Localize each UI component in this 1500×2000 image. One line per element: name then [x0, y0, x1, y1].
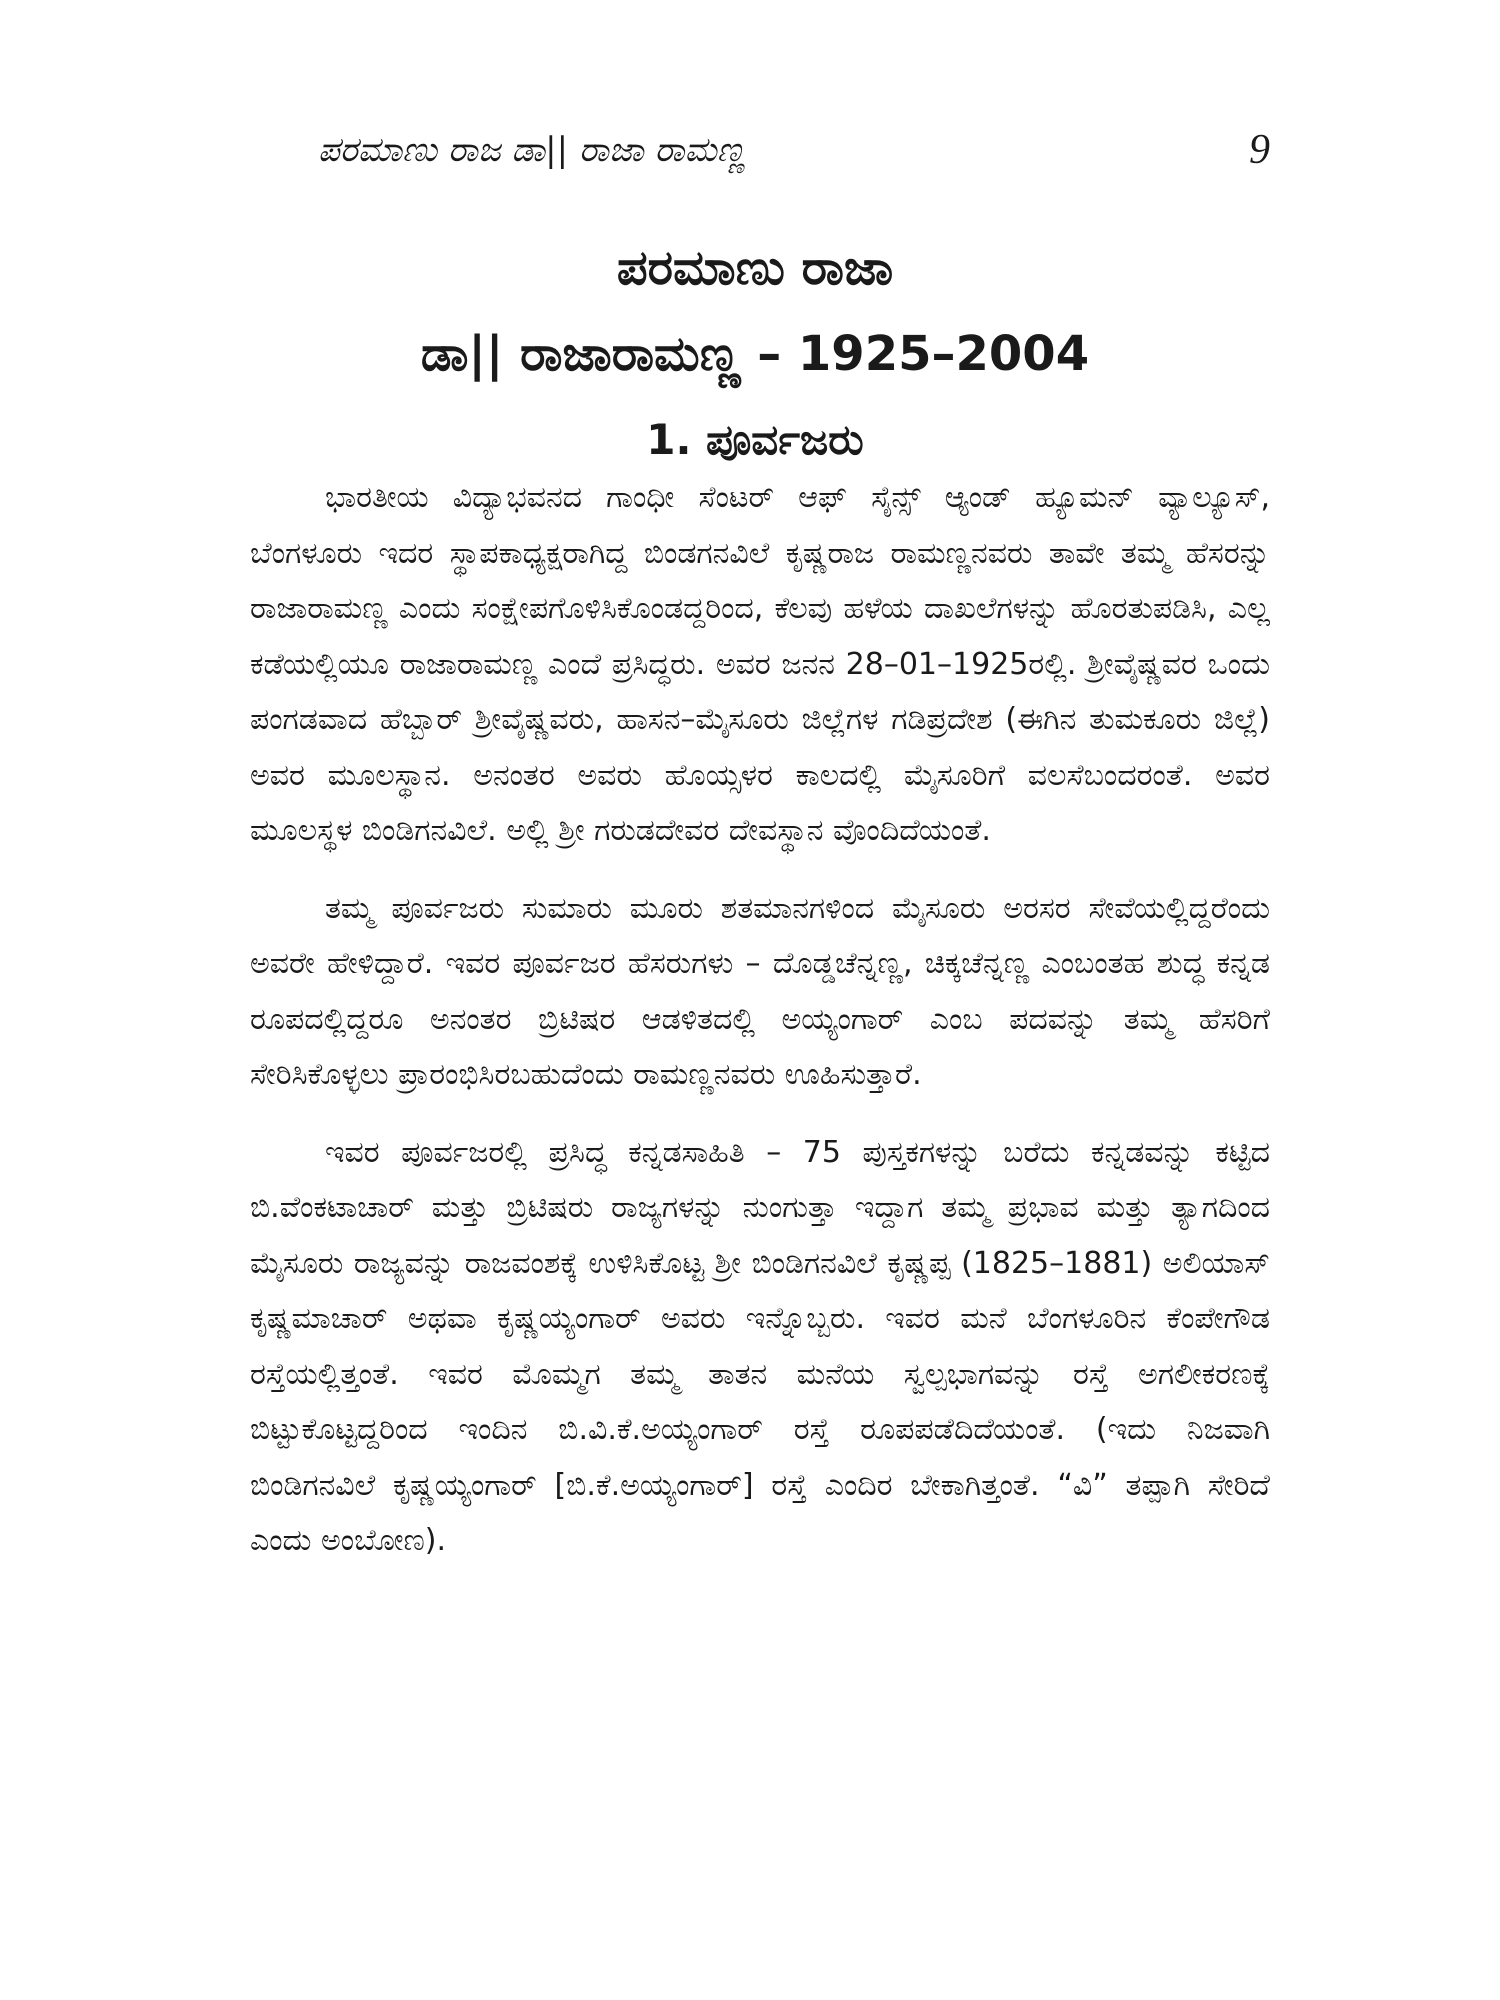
body-text: [250, 470, 1270, 1591]
book-subtitle: ಡಾ|| ರಾಜಾರಾಮಣ್ಣ – 1925–2004: [420, 326, 1090, 382]
chapter-heading: 1. ಪೂರ್ವಜರು: [646, 415, 864, 464]
paragraph-3: ಇವರ ಪೂರ್ವಜರಲ್ಲಿ ಪ್ರಸಿದ್ಧ ಕನ್ನಡಸಾಹಿತಿ – 75 ಪುಸ್ತಕಗಳನ್ನು ಬರೆದು ಕನ್ನಡವನ್ನು ಕಟ್ಟಿದ ಬಿ.ವೆಂಕಟಾಚಾರ್ ಮತ್ತು ಬ್ರಿಟಿಷರು ರಾಜ್ಯಗಳನ್ನು ನುಂಗುತ್ತಾ ಇದ್ದಾಗ ತಮ್ಮ ಪ್ರಭಾವ ಮತ್ತು ತ್ಯಾಗದಿಂದ ಮೈಸೂರು ರಾಜ್ಯವನ್ನು ರಾಜವಂಶಕ್ಕೆ ಉಳಿಸಿಕೊಟ್ಟ ಶ್ರೀ ಬಿಂಡಿಗನವಿಲೆ ಕೃಷ್ಣಪ್ಪ (1825–1881) ಅಲಿಯಾಸ್ ಕೃಷ್ಣಮಾಚಾರ್ ಅಥವಾ ಕೃಷ್ಣಯ್ಯಂಗಾರ್ ಅವರು ಇನ್ನೊಬ್ಬರು. ಇವರ ಮನೆ ಬೆಂಗಳೂರಿನ ಕೆಂಪೇಗೌಡ ರಸ್ತೆಯಲ್ಲಿತ್ತಂತೆ. ಇವರ ಮೊಮ್ಮಗ ತಮ್ಮ ತಾತನ ಮನೆಯ ಸ್ವಲ್ಪಭಾಗವನ್ನು ರಸ್ತೆ ಅಗಲೀಕರಣಕ್ಕೆ ಬಿಟ್ಟುಕೊಟ್ಟದ್ದರಿಂದ ಇಂದಿನ ಬಿ.ವಿ.ಕೆ.ಅಯ್ಯಂಗಾರ್ ರಸ್ತೆ ರೂಪಪಡೆದಿದೆಯಂತೆ. (ಇದು ನಿಜವಾಗಿ ಬಿಂಡಿಗನವಿಲೆ ಕೃಷ್ಣಯ್ಯಂಗಾರ್ [ಬಿ.ಕೆ.ಅಯ್ಯಂಗಾರ್] ರಸ್ತೆ ಎಂದಿರ ಬೇಕಾಗಿತ್ತಂತೆ. “ವಿ” ತಪ್ಪಾಗಿ ಸೇರಿದೆ ಎಂದು ಅಂಬೋಣ).: [250, 1134, 1270, 1558]
page-number: 9: [1249, 127, 1270, 173]
paragraph-2: ತಮ್ಮ ಪೂರ್ವಜರು ಸುಮಾರು ಮೂರು ಶತಮಾನಗಳಿಂದ ಮೈಸೂರು ಅರಸರ ಸೇವೆಯಲ್ಲಿದ್ದರೆಂದು ಅವರೇ ಹೇಳಿದ್ದಾರೆ. ಇವರ ಪೂರ್ವಜರ ಹೆಸರುಗಳು – ದೊಡ್ಡಚೆನ್ನಣ್ಣ, ಚಿಕ್ಕಚೆನ್ನಣ್ಣ ಎಂಬಂತಹ ಶುದ್ಧ ಕನ್ನಡ ರೂಪದಲ್ಲಿದ್ದರೂ ಅನಂತರ ಬ್ರಿಟಿಷರ ಆಡಳಿತದಲ್ಲಿ ಅಯ್ಯಂಗಾರ್ ಎಂಬ ಪದವನ್ನು ತಮ್ಮ ಹೆಸರಿಗೆ ಸೇರಿಸಿಕೊಳ್ಳಲು ಪ್ರಾರಂಭಿಸಿರಬಹುದೆಂದು ರಾಮಣ್ಣನವರು ಊಹಿಸುತ್ತಾರೆ.: [250, 890, 1270, 1092]
title-block: [240, 225, 1270, 483]
running-title: ಪರಮಾಣು ರಾಜ ಡಾ|| ರಾಜಾ ರಾಮಣ್ಣ: [318, 130, 746, 170]
book-title: ಪರಮಾಣು ರಾಜಾ: [616, 240, 894, 296]
running-header: [318, 120, 1270, 180]
paragraph-1: ಭಾರತೀಯ ವಿದ್ಯಾಭವನದ ಗಾಂಧೀ ಸೆಂಟರ್ ಆಫ್ ಸೈನ್ಸ್ ಆ್ಯಂಡ್ ಹ್ಯೂಮನ್ ವ್ಯಾಲ್ಯೂಸ್, ಬೆಂಗಳೂರು ಇದರ ಸ್ಥಾಪಕಾಧ್ಯಕ್ಷರಾಗಿದ್ದ ಬಿಂಡಗನವಿಲೆ ಕೃಷ್ಣರಾಜ ರಾಮಣ್ಣನವರು ತಾವೇ ತಮ್ಮ ಹೆಸರನ್ನು ರಾಜಾರಾಮಣ್ಣ ಎಂದು ಸಂಕ್ಷೇಪಗೊಳಿಸಿಕೊಂಡದ್ದರಿಂದ, ಕೆಲವು ಹಳೆಯ ದಾಖಲೆಗಳನ್ನು ಹೊರತುಪಡಿಸಿ, ಎಲ್ಲ ಕಡೆಯಲ್ಲಿಯೂ ರಾಜಾರಾಮಣ್ಣ ಎಂದೆ ಪ್ರಸಿದ್ಧರು. ಅವರ ಜನನ 28–01–1925ರಲ್ಲಿ. ಶ್ರೀವೈಷ್ಣವರ ಒಂದು ಪಂಗಡವಾದ ಹೆಬ್ಬಾರ್ ಶ್ರೀವೈಷ್ಣವರು, ಹಾಸನ–ಮೈಸೂರು ಜಿಲ್ಲೆಗಳ ಗಡಿಪ್ರದೇಶ (ಈಗಿನ ತುಮಕೂರು ಜಿಲ್ಲೆ) ಅವರ ಮೂಲಸ್ಥಾನ. ಅನಂತರ ಅವರು ಹೊಯ್ಸಳರ ಕಾಲದಲ್ಲಿ ಮೈಸೂರಿಗೆ ವಲಸೆಬಂದರಂತೆ. ಅವರ ಮೂಲಸ್ಥಳ ಬಿಂಡಿಗನವಿಲೆ. ಅಲ್ಲಿ ಶ್ರೀ ಗರುಡದೇವರ ದೇವಸ್ಥಾನ ವೊಂದಿದೆಯಂತೆ.: [250, 480, 1270, 848]
